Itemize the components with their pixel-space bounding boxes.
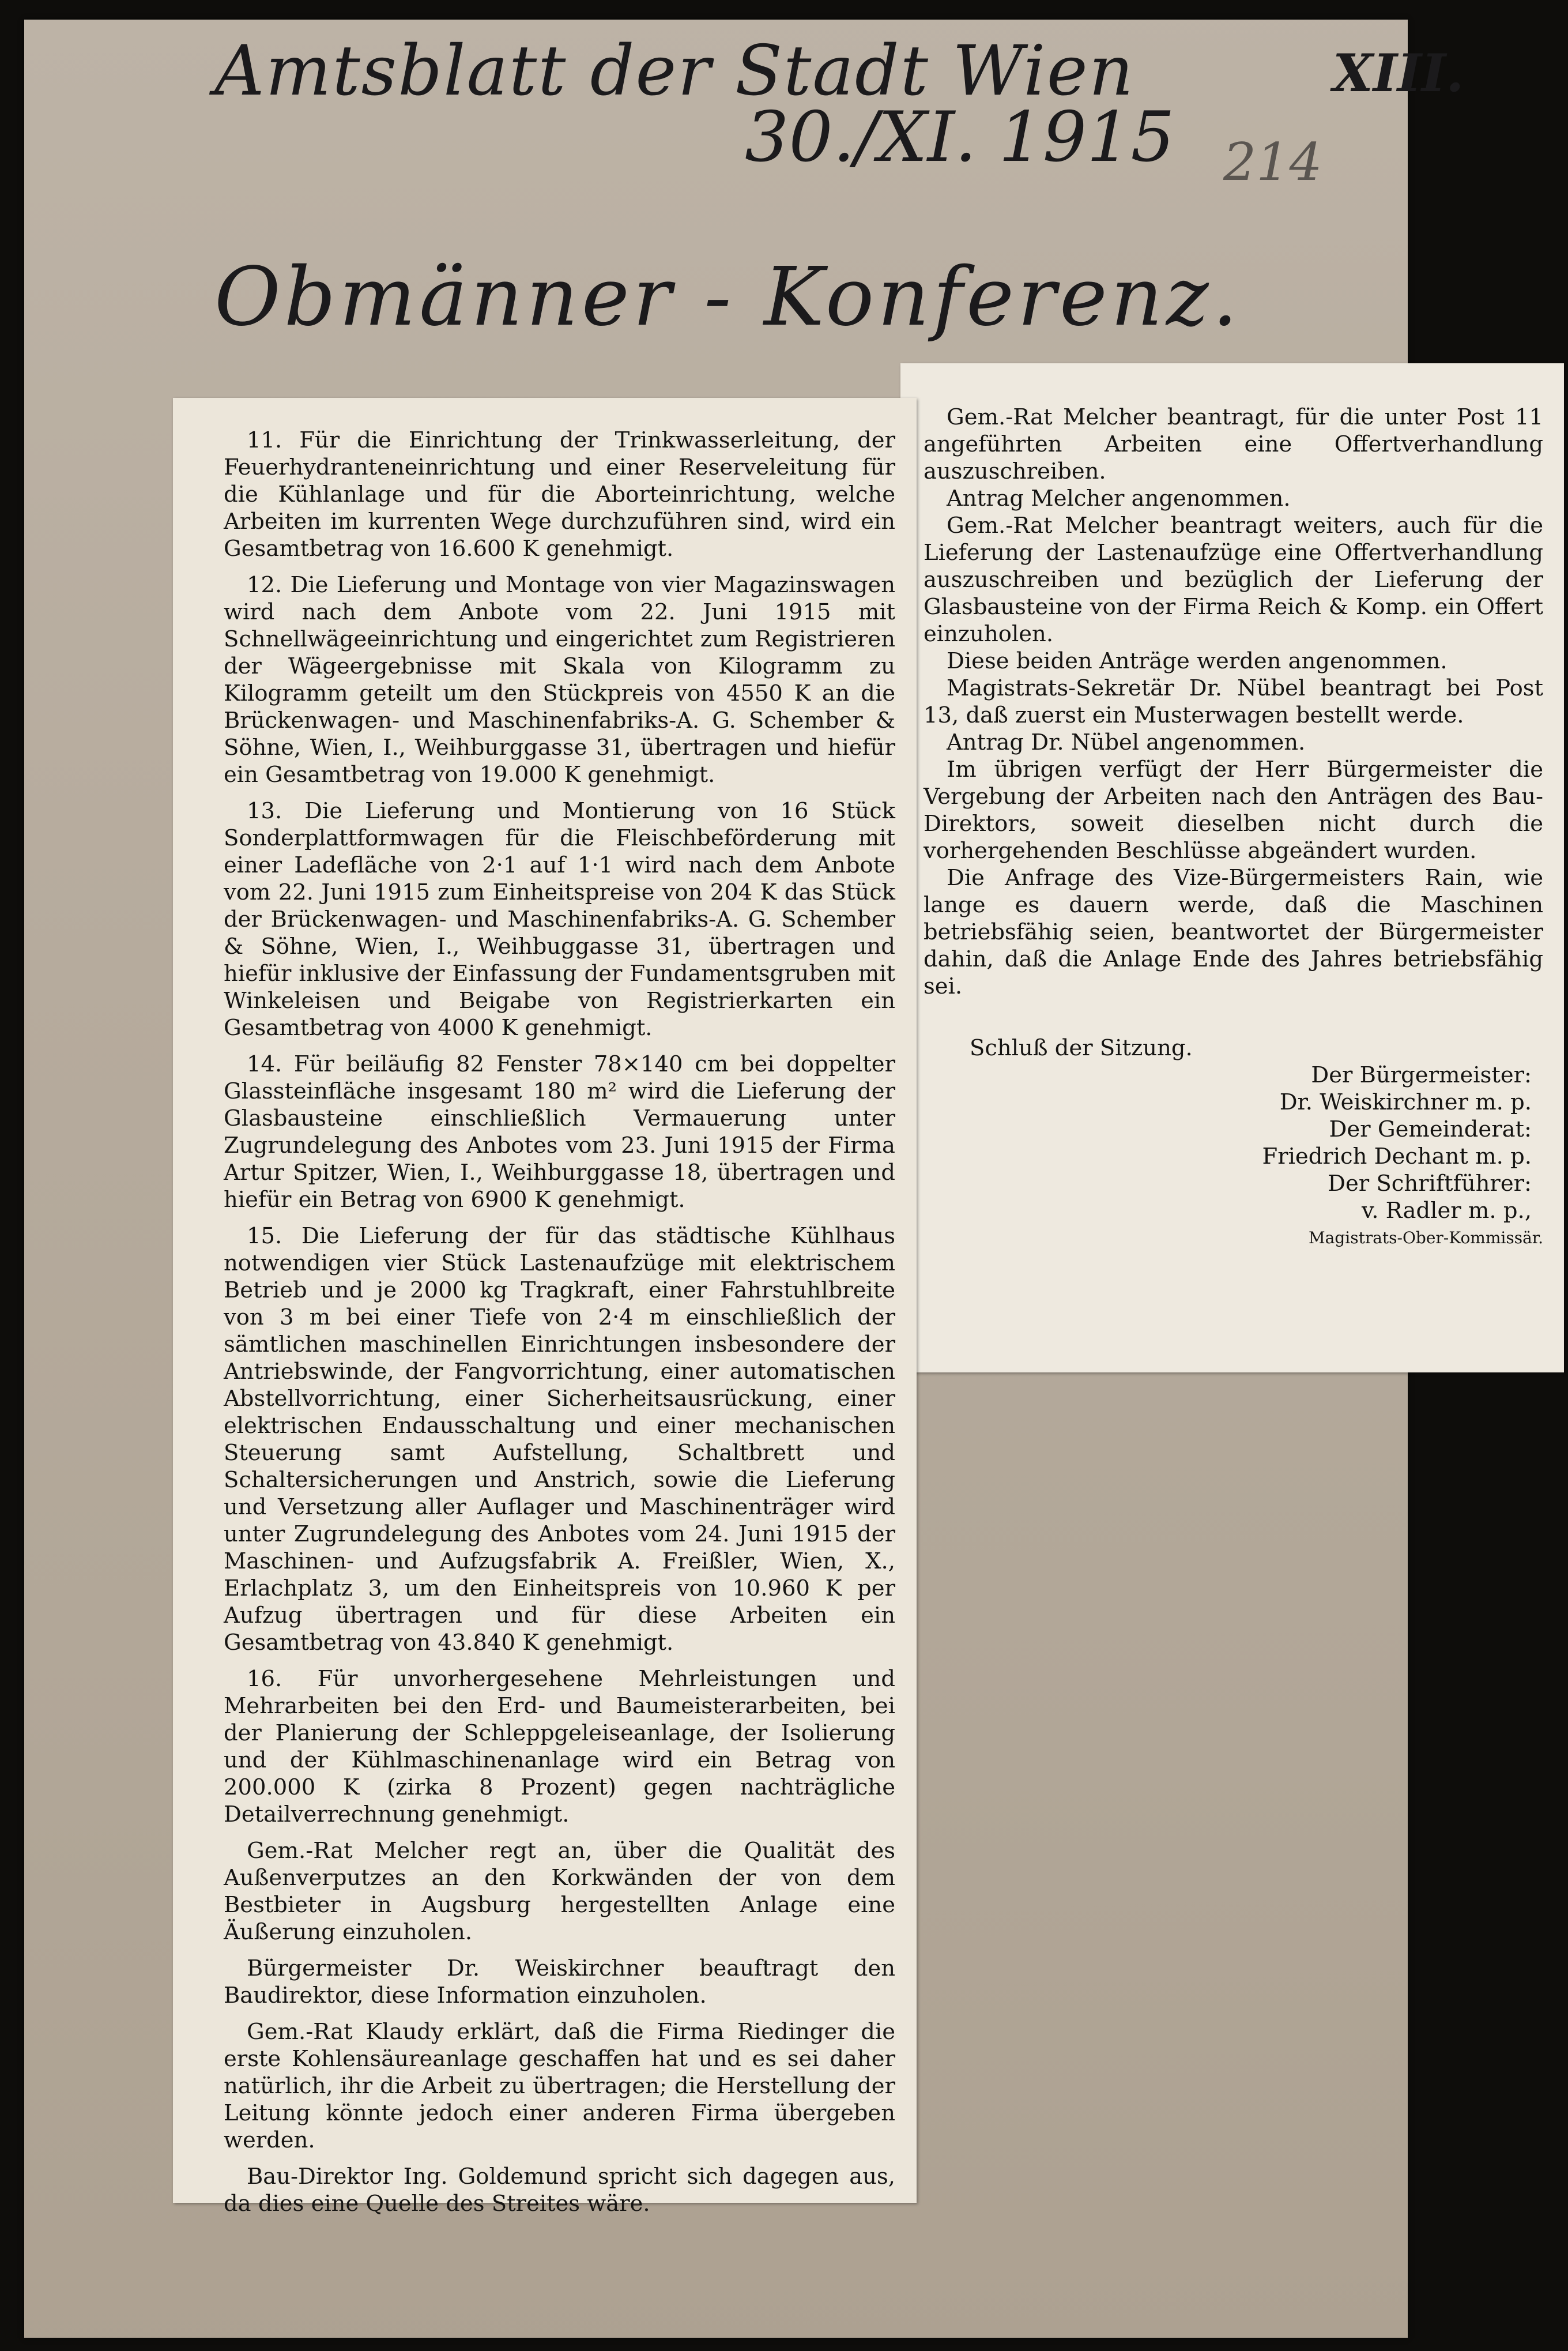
paragraph: Diese beiden Anträge werden angenommen. [947, 648, 1448, 674]
signature-label-secretary: Der Schriftführer: [1328, 1171, 1532, 1197]
handwritten-number: XIII. [1333, 43, 1464, 104]
paragraph: Magistrats-Sekretär Dr. Nübel beantragt bei Post 13, daß zuerst ein Musterwagen bestellt werde. [924, 675, 1543, 728]
paragraph: Bau-Direktor Ing. Goldemund spricht sich dagegen aus, da dies eine Quelle des Streites wäre. [224, 2164, 895, 2217]
signature-name-council: Friedrich Dechant m. p. [1262, 1143, 1532, 1169]
paragraph: 12. Die Lieferung und Montage von vier Magazinswagen wird nach dem Anbote vom 22. Juni 1915 mit Schnellwägeeinrichtung und eingerichtet zum Registrieren der Wägeergebnisse mit Skala von Kilogramm zu Kilogramm geteilt um den Stückpreis von 4550 K an die Brückenwagen- und Maschinenfabriks-A. G. Schember & Söhne, Wien, I., Weihburggasse 31, übertragen und hiefür ein Gesamtbetrag von 19.000 K genehmigt. [224, 572, 895, 788]
signature-title-secretary: Magistrats-Ober-Kommissär. [1308, 1228, 1543, 1247]
paragraph: Gem.-Rat Klaudy erklärt, daß die Firma Riedinger die erste Kohlensäureanlage geschaffen hat und es sei daher natürlich, ihr die Arbeit zu übertragen; die Herstellung der Leitung könnte jedoch einer anderen Firma übergeben werden. [224, 2019, 895, 2153]
paragraph: 14. Für beiläufig 82 Fenster 78×140 cm bei doppelter Glassteinfläche insgesamt 180 m² wird die Lieferung der Glasbausteine einschließlich Vermauerung unter Zugrundelegung des Anbotes vom 23. Juni 1915 der Firma Artur Spitzer, Wien, I., Weihburggasse 18, übertragen und hiefür ein Betrag von 6900 K genehmigt. [224, 1051, 895, 1213]
paragraph: 11. Für die Einrichtung der Trinkwasserleitung, der Feuerhydranteneinrichtung und einer Reserveleitung für die Kühlanlage und für die Aborteinrichtung, welche Arbeiten im kurrenten Wege durchzuführen sind, wird ein Gesamtbetrag von 16.600 K genehmigt. [224, 427, 895, 562]
signature-name-secretary: v. Radler m. p., [1362, 1198, 1532, 1224]
paragraph: Antrag Dr. Nübel angenommen. [947, 729, 1306, 755]
paragraph: Im übrigen verfügt der Herr Bürgermeister die Vergebung der Arbeiten nach den Anträgen des Bau-Direktors, soweit dieselben nicht durch die vorhergehenden Beschlüsse abgeändert wurden. [924, 757, 1543, 864]
left-column-text [224, 427, 895, 2217]
paragraph: Gem.-Rat Melcher beantragt, für die unter Post 11 angeführten Arbeiten eine Offertverhandlung auszuschreiben. [924, 404, 1543, 484]
paragraph: Antrag Melcher angenommen. [947, 486, 1291, 511]
right-column-text [924, 404, 1543, 1251]
handwritten-title: Amtsblatt der Stadt Wien [214, 31, 1134, 111]
paragraph: 13. Die Lieferung und Montierung von 16 Stück Sonderplattformwagen für die Fleischbeförderung mit einer Ladefläche von 2·1 auf 1·1 wird nach dem Anbote vom 22. Juni 1915 zum Einheitspreise von 204 K das Stück der Brückenwagen- und Maschinenfabriks-A. G. Schember & Söhne, Wien, I., Weihbuggasse 31, übertragen und hiefür inklusive der Einfassung der Fundamentsgruben mit Winkeleisen und Beigabe von Registrierkarten ein Gesamtbetrag von 4000 K genehmigt. [224, 798, 895, 1041]
signature-label-mayor: Der Bürgermeister: [1311, 1062, 1532, 1088]
handwritten-subject: Obmänner - Konferenz. [214, 250, 1242, 344]
paragraph: 15. Die Lieferung der für das städtische Kühlhaus notwendigen vier Stück Lastenaufzüge mit elektrischem Betrieb und je 2000 kg Tragkraft, einer Fahrstuhlbreite von 3 m bei einer Tiefe von 2·4 m einschließlich der sämtlichen maschinellen Einrichtungen insbesondere der Antriebswinde, der Fangvorrichtung, einer automatischen Abstellvorrichtung, einer Sicherheitsausrückung, einer elektrischen Endausschaltung und einer mechanischen Steuerung samt Aufstellung, Schaltbrett und Schaltersicherungen und Anstrich, sowie die Lieferung und Versetzung aller Auflager und Maschinenträger wird unter Zugrundelegung des Anbotes vom 24. Juni 1915 der Maschinen- und Aufzugsfabrik A. Freißler, Wien, X., Erlachplatz 3, um den Einheitspreis von 10.960 K per Aufzug übertragen und für diese Arbeiten ein Gesamtbetrag von 43.840 K genehmigt. [224, 1223, 895, 1656]
signature-name-mayor: Dr. Weiskirchner m. p. [1279, 1089, 1532, 1115]
signature-label-council: Der Gemeinderat: [1329, 1116, 1532, 1142]
paragraph: Gem.-Rat Melcher beantragt weiters, auch für die Lieferung der Lastenaufzüge eine Offertverhandlung auszuschreiben und bezüglich der Lieferung der Glasbausteine von der Firma Reich & Komp. ein Offert einzuholen. [924, 513, 1543, 647]
right-newspaper-clipping [900, 363, 1564, 1372]
paragraph: Die Anfrage des Vize-Bürgermeisters Rain, wie lange es dauern werde, daß die Maschinen betriebsfähig seien, beantwortet der Bürgermeister dahin, daß die Anlage Ende des Jahres betriebsfähig sei. [924, 865, 1543, 999]
handwritten-page-number: 214 [1223, 132, 1322, 193]
paragraph: Bürgermeister Dr. Weiskirchner beauftragt den Baudirektor, diese Information einzuholen. [224, 1955, 895, 2008]
paragraph: Gem.-Rat Melcher regt an, über die Qualität des Außenverputzes an den Korkwänden der von dem Bestbieter in Augsburg hergestellten Anlage eine Äußerung einzuholen. [224, 1838, 895, 1945]
handwritten-date: 30./XI. 1915 [745, 97, 1175, 178]
paragraph: 16. Für unvorhergesehene Mehrleistungen und Mehrarbeiten bei den Erd- und Baumeisterarbeiten, bei der Planierung der Schleppgeleiseanlage, der Isolierung und der Kühlmaschinenanlage wird ein Betrag von 200.000 K (zirka 8 Prozent) gegen nachträgliche Detailverrechnung genehmigt. [224, 1666, 895, 1827]
closing-line: Schluß der Sitzung. [970, 1035, 1193, 1061]
left-newspaper-clipping [173, 398, 917, 2217]
